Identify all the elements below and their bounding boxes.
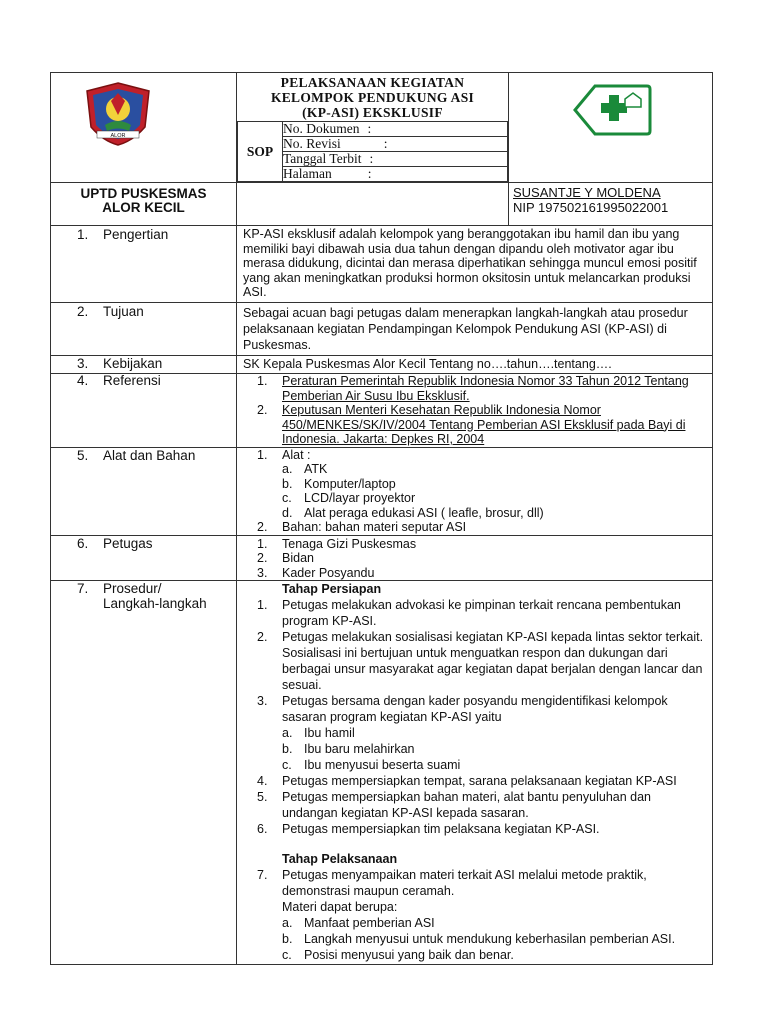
list-item: 2. Keputusan Menteri Kesehatan Republik Indonesia Nomor 450/MENKES/SK/IV/2004 Tentang Pemberian ASI Eksklusif pada Bayi di Indonesia. Jakarta: Depkes RI, 2004 xyxy=(257,403,686,446)
meta-row: Halaman : xyxy=(283,167,508,182)
pengertian-text: KP-ASI eksklusif adalah kelompok yang beranggotakan ibu hamil dan ibu yang memiliki bayi dibawah usia dua tahun dengan dipandu oleh motivator agar ibu merasa didukung, dicintai dan merasa diperhatikan sehingga muncul emosi positif yang akan meningkatkan produksi hormon oksitosin untuk melancarkan produksi ASI. xyxy=(237,226,713,303)
petugas-list xyxy=(237,535,713,581)
signer-name: SUSANTJE Y MOLDENA xyxy=(513,185,661,200)
alor-regency-emblem-icon xyxy=(83,81,153,147)
document-title: PELAKSANAAN KEGIATAN KELOMPOK PENDUKUNG ASI (KP-ASI) EKSKLUSIF xyxy=(270,75,475,120)
section-label: 1. Pengertian xyxy=(51,226,237,303)
section-label: 4. Referensi xyxy=(51,374,237,448)
meta-row: Tanggal Terbit : xyxy=(283,152,508,167)
list-item: 5. Petugas mempersiapkan bahan materi, alat bantu penyuluhan dan undangan kegiatan KP-ASI kepada sasaran. xyxy=(257,790,652,820)
list-item: 7. Petugas menyampaikan materi terkait ASI melalui metode praktik, demonstrasi maupun ceramah. xyxy=(257,868,647,898)
list-item: 3. Petugas bersama dengan kader posyandu mengidentifikasi kelompok sasaran program kegiatan KP-ASI yaitu xyxy=(257,694,668,724)
list-item: a. Ibu hamil xyxy=(282,726,355,740)
document-meta-table xyxy=(237,121,508,182)
signer-cell xyxy=(509,183,713,226)
meta-row: No. Revisi : xyxy=(283,137,508,152)
list-item: 1. Tenaga Gizi Puskesmas xyxy=(257,536,417,551)
list-item: 2. Bahan: bahan materi seputar ASI xyxy=(257,520,467,534)
alat-list xyxy=(237,447,713,535)
list-item: a. ATK xyxy=(282,462,328,476)
kebijakan-text: SK Kepala Puskesmas Alor Kecil Tentang no….tahun….tentang…. xyxy=(237,355,713,374)
section-label: 2. Tujuan xyxy=(51,302,237,355)
list-item: 2. Bidan xyxy=(257,551,314,565)
svg-text:ALOR: ALOR xyxy=(110,133,126,139)
list-item: 2. Petugas melakukan sosialisasi kegiatan KP-ASI kepada lintas sektor terkait. Sosialisasi ini bertujuan untuk menguatkan respon dan dukungan dari berbagai unsur masyarakat agar kegiatan dapat berjalan dengan lancar dan sesuai. xyxy=(257,630,704,692)
sop-document xyxy=(50,72,712,965)
sop-label: SOP xyxy=(238,122,283,182)
list-item: b. Langkah menyusui untuk mendukung keberhasilan pemberian ASI. xyxy=(282,932,676,946)
section-label: 6. Petugas xyxy=(51,535,237,581)
referensi-list xyxy=(237,374,713,448)
empty-cell xyxy=(237,183,509,226)
puskesmas-green-cross-icon xyxy=(571,83,653,137)
signer-nip: NIP 197502161995022001 xyxy=(513,200,669,215)
section-label: 3. Kebijakan xyxy=(51,355,237,374)
list-item: 1. Petugas melakukan advokasi ke pimpinan terkait rencana pembentukan program KP-ASI. xyxy=(257,598,681,628)
list-item: 3. Kader Posyandu xyxy=(257,565,375,580)
list-item: 1. Alat : xyxy=(257,447,311,462)
section-label: 5. Alat dan Bahan xyxy=(51,447,237,535)
list-item: 4. Petugas mempersiapkan tempat, sarana pelaksanaan kegiatan KP-ASI xyxy=(257,774,677,788)
list-item: b. Ibu baru melahirkan xyxy=(282,742,415,756)
section-label: 7. Prosedur/ Langkah-langkah xyxy=(51,581,237,965)
tujuan-text: Sebagai acuan bagi petugas dalam menerapkan langkah-langkah atau prosedur pelaksanaan kegiatan Pendampingan Kelompok Pendukung ASI (KP-ASI) di Puskesmas. xyxy=(237,302,713,355)
list-item: 1. Peraturan Pemerintah Republik Indonesia Nomor 33 Tahun 2012 Tentang Pemberian Air Susu Ibu Eksklusif. xyxy=(257,374,689,403)
list-item: c. LCD/layar proyektor xyxy=(282,491,416,505)
right-logo-cell xyxy=(509,73,713,183)
left-logo-cell xyxy=(51,73,237,183)
list-item: d. Alat peraga edukasi ASI ( leafle, brosur, dll) xyxy=(282,505,544,520)
unit-name: UPTD PUSKESMAS ALOR KECIL xyxy=(51,183,237,226)
tahap-pelaksanaan-heading: Tahap Pelaksanaan xyxy=(282,852,398,866)
meta-row: No. Dokumen : xyxy=(283,122,508,137)
list-item: a. Manfaat pemberian ASI xyxy=(282,916,435,930)
list-item: c. Posisi menyusui yang baik dan benar. xyxy=(282,948,514,962)
sop-header xyxy=(50,72,713,226)
title-meta-cell xyxy=(237,73,509,183)
prosedur-content xyxy=(237,581,713,965)
list-item: c. Ibu menyusui beserta suami xyxy=(282,758,461,772)
materi-label: Materi dapat berupa: xyxy=(282,900,398,914)
list-item: 6. Petugas mempersiapkan tim pelaksana kegiatan KP-ASI. xyxy=(257,822,600,836)
list-item: b. Komputer/laptop xyxy=(282,476,396,491)
tahap-persiapan-heading: Tahap Persiapan xyxy=(282,582,382,596)
sop-body-table xyxy=(50,225,713,965)
